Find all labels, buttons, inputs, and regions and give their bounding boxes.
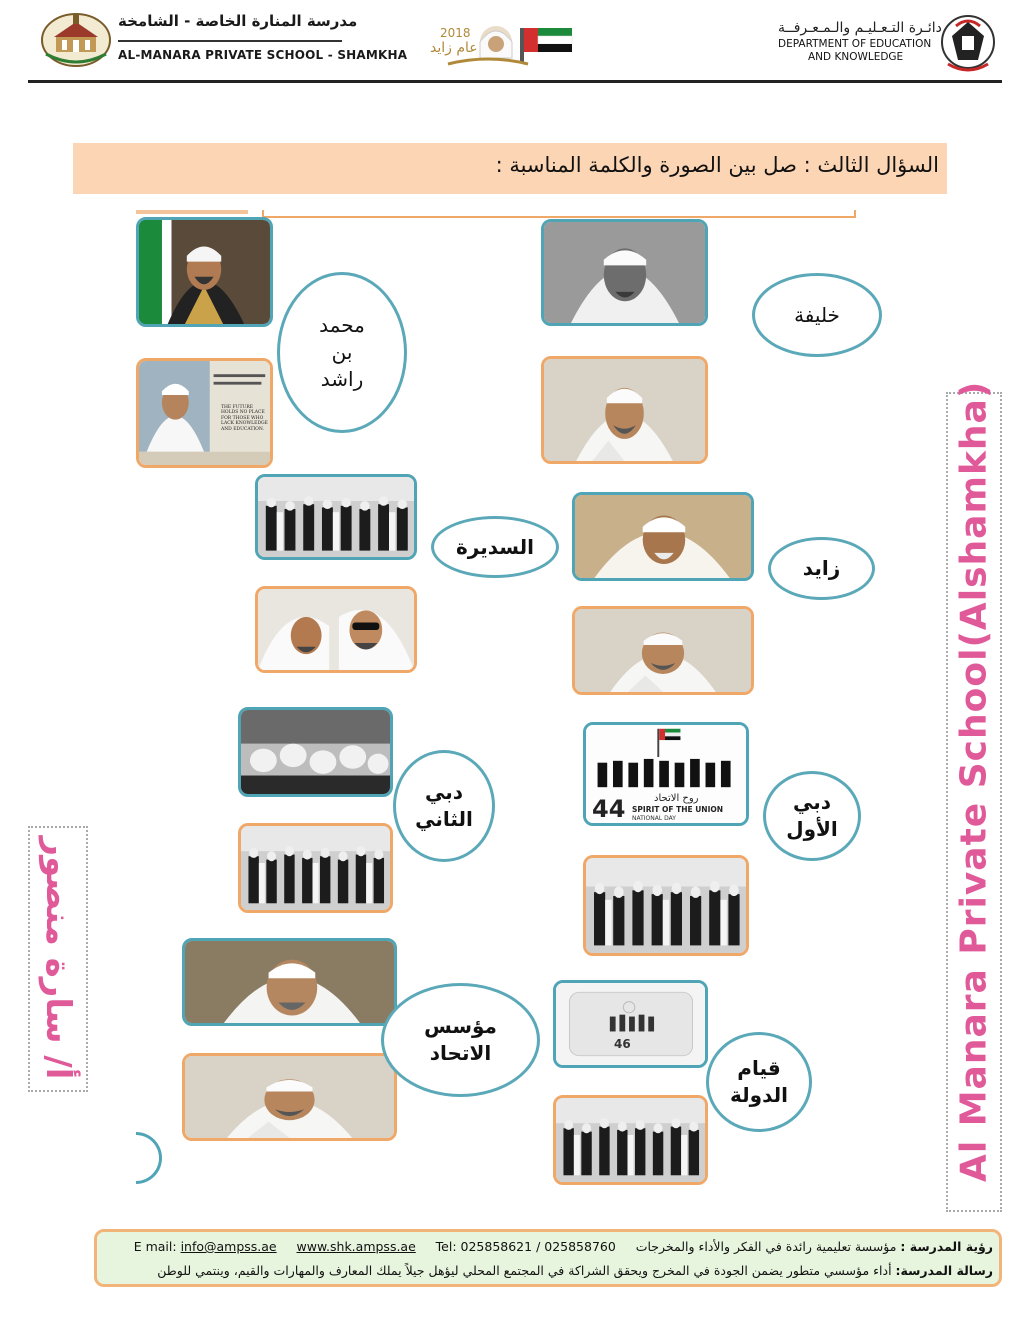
photo-spirit-of-union-44[interactable] [583,722,749,826]
label-line: الدولة [730,1083,788,1107]
label-line: راشد [320,367,364,391]
group-photo-image [258,477,414,557]
decorative-strip [262,210,856,218]
label-line: بن [331,340,353,364]
label-dubai-second[interactable] [393,750,495,862]
school-name-english: AL-MANARA PRIVATE SCHOOL - SHAMKHA [118,48,408,62]
photo-union-founder-2[interactable] [182,1053,397,1141]
zayed-portrait-image [575,495,751,578]
label-khalifa[interactable] [752,273,882,357]
two-sheikhs-image [258,589,414,670]
photo-spirit-of-union-46[interactable] [553,980,708,1068]
meeting-photo-image [241,710,390,794]
email-link[interactable]: info@ampss.ae [180,1239,277,1254]
photo-sudairi-group[interactable] [255,474,417,560]
vision-label: رؤية المدرسة : [900,1239,993,1254]
label-union-founder[interactable] [381,983,540,1097]
photo-sheikh-rashid[interactable] [541,219,708,326]
portrait-khalifa-image [544,359,705,461]
photo-sheikh-khalifa-2[interactable] [572,606,754,695]
department-name-arabic: دائـرة التـعـليـم والـمـعـرفــة [778,20,942,36]
question-title: السؤال الثالث : صل بين الصورة والكلمة المناسبة : [495,153,939,177]
group-photo-image [556,1098,705,1182]
decorative-strip-left [136,210,248,214]
portrait-mbr-image [139,220,270,324]
email-label: E mail: [133,1239,177,1254]
spirit-44-english: SPIRIT OF THE UNION [632,805,724,814]
photo-mohammed-bin-rashid[interactable] [136,217,273,327]
group-photo-image [586,858,746,953]
founder-portrait-image [185,941,394,1023]
department-name-english-line2: AND KNOWLEDGE [808,51,904,63]
portrait-bw-image [544,222,705,323]
founder-portrait-image [185,1056,394,1138]
label-line: محمد [319,313,365,337]
label-line: الاتحاد [429,1041,492,1065]
photo-partial-bottom-left [136,1132,162,1184]
vision-text: مؤسسة تعليمية رائدة في الفكر والأداء والمخرجات [635,1239,897,1254]
year-of-zayed-text: عام زايد [430,40,478,56]
label-line: دبي [424,780,463,804]
label-line: مؤسس [424,1014,497,1038]
school-name-divider [118,40,342,42]
spirit-46-image [556,983,705,1065]
spirit-44-number: 44 [592,795,626,823]
label-text: خليفة [794,302,840,327]
year-number: 2018 [440,26,471,40]
footer-line-1 [134,1239,993,1254]
footer [94,1229,1002,1287]
photo-mohammed-bin-zayed-quote[interactable] [136,358,273,468]
photo-sheikh-khalifa[interactable] [541,356,708,464]
spirit-46-number: 46 [614,1037,631,1051]
label-sudairi[interactable] [431,516,559,578]
photo-sheikh-zayed-1[interactable] [572,492,754,581]
header-rule [28,80,1002,83]
label-line: الثاني [415,807,473,831]
label-mohammed-bin-rashid[interactable] [277,272,407,433]
label-zayed[interactable] [768,537,875,600]
photo-dubai-first-group[interactable] [583,855,749,956]
spirit-44-arabic: روح الاتحاد [654,793,699,804]
school-logo [40,10,112,68]
label-text: زايد [802,556,841,580]
label-line: دبي [792,790,831,814]
spirit-44-subtitle: NATIONAL DAY [632,815,676,822]
group-photo-image [241,826,390,910]
portrait-khalifa-image [575,609,751,692]
school-name-arabic: مدرسة المنارة الخاصة - الشامخة [118,12,358,30]
question-banner [73,143,947,194]
photo-state-founding-group[interactable] [553,1095,708,1185]
telephone: Tel: 025858621 / 025858760 [435,1239,616,1254]
photo-union-founder-1[interactable] [182,938,397,1026]
side-school-name: Al Manara Private School(Alshamkha) [953,380,995,1182]
label-line: قيام [737,1056,781,1080]
footer-line-2 [157,1263,993,1278]
photo-two-sheikhs-smiling[interactable] [255,586,417,673]
photo-dubai-second-group[interactable] [238,823,393,913]
abu-dhabi-emblem [940,12,996,76]
side-teacher-name: أ/ سارة منصور [38,836,78,1080]
label-text: السديرة [455,534,535,559]
department-name-english-line1: DEPARTMENT OF EDUCATION [778,38,932,50]
mbz-quote-text: THE FUTURE HOLDS NO PLACE FOR THOSE WHO LACK KNOWLEDGE AND EDUCATION. [221,405,268,432]
label-line: الأول [786,817,838,841]
photo-dubai-second-meeting[interactable] [238,707,393,797]
label-dubai-first[interactable] [763,771,861,861]
mission-label: رسالة المدرسة: [895,1263,993,1278]
label-state-founding[interactable] [706,1032,812,1132]
website-link[interactable]: www.shk.ampss.ae [296,1239,416,1254]
mission-text: أداء مؤسسي متطور يضمن الجودة في المخرج ويحقق الشراكة في المجتمع المحلي ليؤهل جيلاً يملك المعارف والمهارات والقيم، وينتمي للوطن [157,1263,892,1278]
